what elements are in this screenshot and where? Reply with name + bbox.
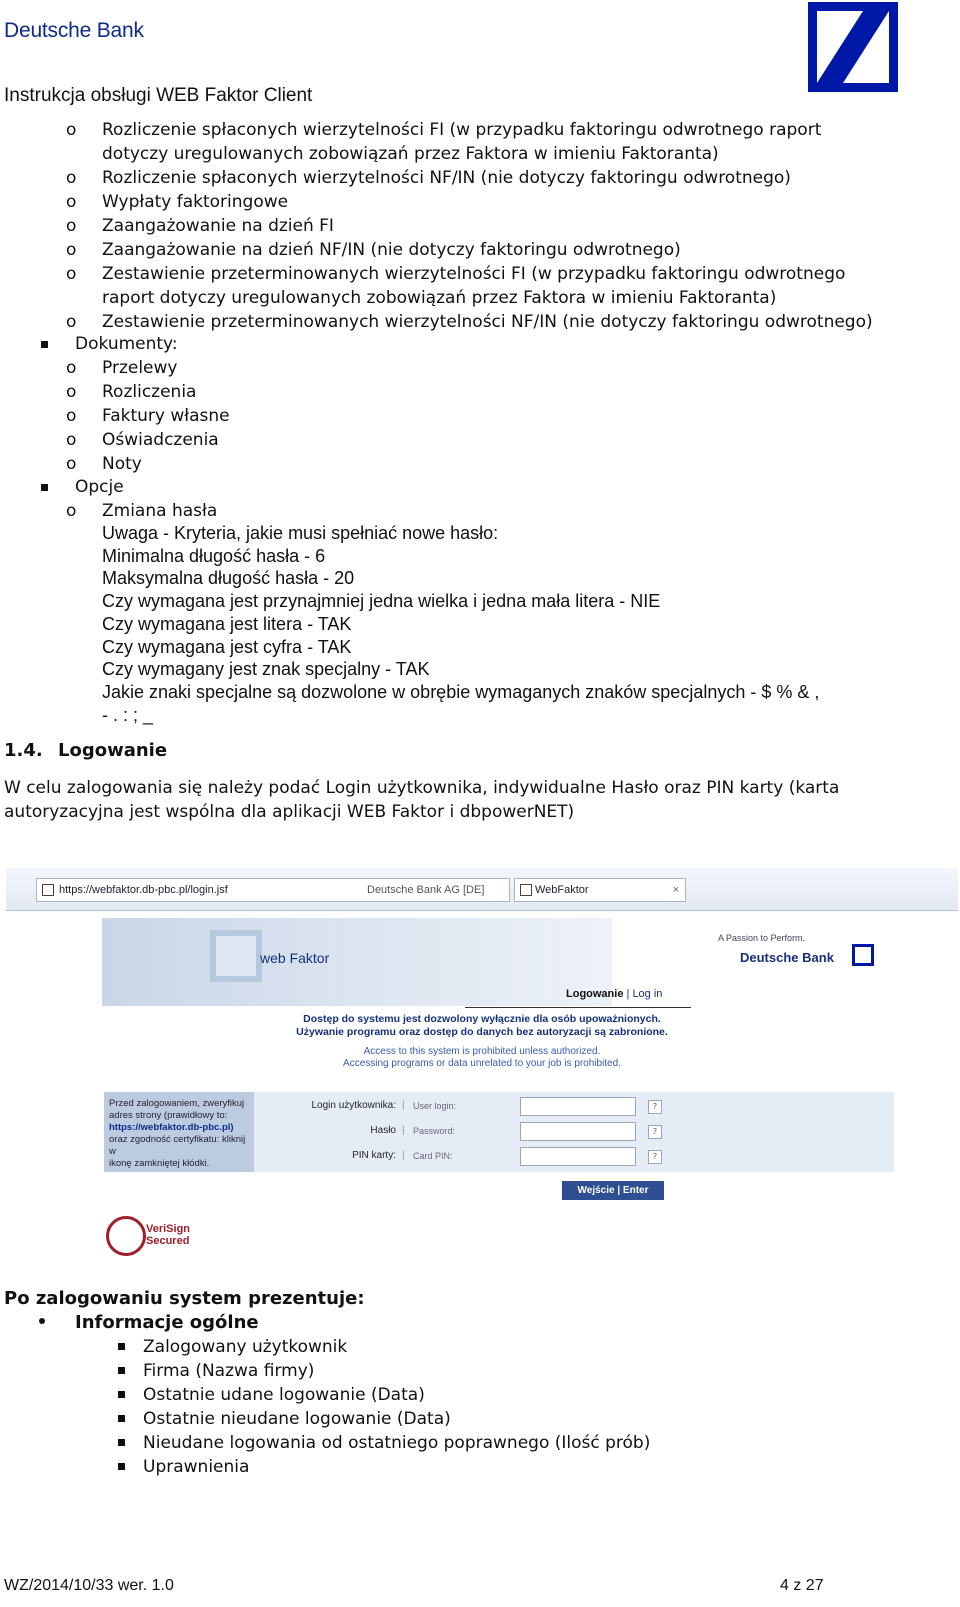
user-login-input[interactable] — [520, 1097, 636, 1116]
criteria-line: Maksymalna długość hasła - 20 — [102, 568, 355, 589]
square-bullet-icon — [118, 1415, 125, 1422]
criteria-line: - . : ; _ — [102, 704, 154, 725]
opcje-label: Opcje — [75, 477, 124, 497]
document-id: WZ/2014/10/33 wer. 1.0 — [4, 1577, 174, 1594]
verisign-line: VeriSign — [146, 1223, 191, 1235]
square-bullet-icon — [118, 1343, 125, 1350]
list-item-line: Rozliczenie spłaconych wierzytelności FI (w przypadku faktoringu odwrotnego raport — [102, 120, 822, 140]
divider — [465, 1007, 691, 1008]
o-bullet: o — [66, 406, 77, 426]
round-bullet-icon — [39, 1318, 45, 1324]
banner-gradient — [102, 918, 612, 1006]
square-bullet-icon — [118, 1367, 125, 1374]
criteria-line: Czy wymagany jest znak specjalny - TAK — [102, 659, 430, 680]
deutsche-bank-logo — [852, 944, 874, 966]
general-info-label: Informacje ogólne — [75, 1312, 259, 1333]
info-line: Przed zalogowaniem, zweryfikuj — [109, 1098, 245, 1109]
square-bullet-icon — [118, 1391, 125, 1398]
verisign-line: Secured — [146, 1235, 190, 1247]
address-bar — [36, 878, 510, 902]
o-bullet: o — [66, 501, 77, 521]
criteria-line: Czy wymagana jest litera - TAK — [102, 613, 352, 634]
list-item-line: Rozliczenie spłaconych wierzytelności NF/IN (nie dotyczy faktoringu odwrotnego) — [102, 168, 791, 188]
o-bullet: o — [66, 430, 77, 450]
field-separator: | — [402, 1100, 405, 1111]
help-icon[interactable]: ? — [648, 1150, 662, 1164]
criteria-line: Czy wymagana jest przynajmniej jedna wielka i jedna mała litera - NIE — [102, 591, 661, 612]
o-bullet: o — [66, 240, 77, 260]
password-label: Hasło — [370, 1125, 396, 1136]
pin-label: PIN karty: — [352, 1150, 396, 1161]
pin-hint: Card PIN: — [413, 1151, 453, 1161]
list-item: Uprawnienia — [143, 1457, 250, 1477]
user-login-label: Login użytkownika: — [311, 1100, 396, 1111]
web-faktor-logo — [210, 930, 262, 982]
link-log-in: Log in — [632, 988, 663, 1000]
o-bullet: o — [66, 192, 77, 212]
close-icon: × — [672, 884, 679, 896]
o-bullet: o — [66, 216, 77, 236]
criteria-line: Jakie znaki specjalne są dozwolone w obrębie wymaganych znaków specjalnych - $ % & , — [102, 681, 820, 702]
list-item: Przelewy — [102, 358, 178, 378]
certificate-label: Deutsche Bank AG [DE] — [367, 884, 485, 896]
warning-pl-2: Używanie programu oraz dostęp do danych bez autoryzacji są zabronione. — [296, 1026, 668, 1038]
document-title: Instrukcja obsługi WEB Faktor Client — [4, 85, 313, 106]
field-separator: | — [402, 1125, 405, 1136]
o-bullet: o — [66, 312, 77, 332]
list-item: Noty — [102, 454, 142, 474]
list-item-line: Zaangażowanie na dzień FI — [102, 216, 334, 236]
info-url: https://webfaktor.db-pbc.pl) — [109, 1122, 234, 1133]
list-item-line: Zestawienie przeterminowanych wierzytelności FI (w przypadku faktoringu odwrotnego — [102, 264, 846, 284]
list-item: Firma (Nazwa firmy) — [143, 1361, 315, 1381]
pin-input[interactable] — [520, 1147, 636, 1166]
square-bullet-icon — [41, 484, 48, 491]
warning-en-1: Access to this system is prohibited unless authorized. — [363, 1046, 601, 1057]
slogan: A Passion to Perform. — [718, 933, 806, 943]
password-input[interactable] — [520, 1122, 636, 1141]
section-title: Logowanie — [58, 740, 168, 761]
info-line: adres strony (prawidłowy to: — [109, 1110, 228, 1121]
verisign-seal — [106, 1211, 206, 1261]
list-item: Nieudane logowania od ostatniego poprawnego (Ilość prób) — [143, 1433, 651, 1453]
link-separator: | — [626, 988, 630, 1000]
app-name: web Faktor — [260, 950, 330, 966]
warning-pl-1: Dostęp do systemu jest dozwolony wyłącznie dla osób upoważnionych. — [303, 1013, 661, 1025]
password-hint: Password: — [413, 1126, 456, 1136]
address-url: https://webfaktor.db-pbc.pl/login.jsf — [59, 884, 228, 896]
list-item: Rozliczenia — [102, 382, 197, 402]
list-item-line: Zaangażowanie na dzień NF/IN (nie dotyczy faktoringu odwrotnego) — [102, 240, 681, 260]
info-line: ikonę zamkniętej kłódki. — [109, 1158, 210, 1169]
login-panel — [104, 1092, 894, 1172]
page-icon — [520, 884, 532, 896]
app-banner — [102, 918, 897, 1006]
page-number: 4 z 27 — [780, 1577, 824, 1594]
deutsche-bank-logo — [808, 2, 898, 92]
list-item: Faktury własne — [102, 406, 230, 426]
login-paragraph-line2: autoryzacyjna jest wspólna dla aplikacji WEB Faktor i dbpowerNET) — [4, 802, 575, 822]
dokumenty-label: Dokumenty: — [75, 334, 178, 354]
square-bullet-icon — [118, 1439, 125, 1446]
o-bullet: o — [66, 382, 77, 402]
o-bullet: o — [66, 358, 77, 378]
help-icon[interactable]: ? — [648, 1100, 662, 1114]
enter-button[interactable]: Wejście | Enter — [562, 1181, 664, 1200]
info-line: oraz zgodność certyfikatu: kliknij w — [109, 1134, 246, 1157]
criteria-line: Minimalna długość hasła - 6 — [102, 545, 326, 566]
security-info — [104, 1092, 254, 1172]
verisign-label — [146, 1223, 190, 1247]
login-paragraph-line1: W celu zalogowania się należy podać Login użytkownika, indywidualne Hasło oraz PIN karty (karta — [4, 778, 840, 798]
browser-tab — [514, 878, 686, 902]
list-item-line: raport dotyczy uregulowanych zobowiązań przez Faktora w imieniu Faktoranta) — [102, 288, 777, 308]
list-item: Oświadczenia — [102, 430, 219, 450]
language-links — [566, 988, 662, 1000]
bank-name: Deutsche Bank — [740, 950, 834, 965]
login-screenshot — [6, 868, 958, 1268]
square-bullet-icon — [118, 1463, 125, 1470]
checkmark-icon — [106, 1216, 146, 1256]
tab-title: WebFaktor — [535, 884, 589, 896]
page-icon — [42, 884, 54, 896]
after-login-heading: Po zalogowaniu system prezentuje: — [4, 1288, 365, 1309]
user-login-hint: User login: — [413, 1101, 457, 1111]
field-separator: | — [402, 1150, 405, 1161]
change-password-item: Zmiana hasła — [102, 501, 218, 521]
o-bullet: o — [66, 454, 77, 474]
list-item: Ostatnie udane logowanie (Data) — [143, 1385, 425, 1405]
criteria-line: Uwaga - Kryteria, jakie musi spełniać nowe hasło: — [102, 523, 499, 543]
link-logowanie: Logowanie — [566, 988, 624, 1000]
list-item: Ostatnie nieudane logowanie (Data) — [143, 1409, 451, 1429]
square-bullet-icon — [41, 341, 48, 348]
list-item-line: Wypłaty faktoringowe — [102, 192, 289, 212]
browser-toolbar — [6, 868, 958, 911]
help-icon[interactable]: ? — [648, 1125, 662, 1139]
list-item-line: Zestawienie przeterminowanych wierzytelności NF/IN (nie dotyczy faktoringu odwrotnego) — [102, 312, 873, 332]
brand-name: Deutsche Bank — [4, 19, 144, 42]
criteria-line: Czy wymagana jest cyfra - TAK — [102, 636, 352, 657]
o-bullet: o — [66, 168, 77, 188]
list-item-line: dotyczy uregulowanych zobowiązań przez Faktora w imieniu Faktoranta) — [102, 144, 719, 164]
warning-en-2: Accessing programs or data unrelated to your job is prohibited. — [343, 1058, 621, 1069]
o-bullet: o — [66, 120, 77, 140]
list-item: Zalogowany użytkownik — [143, 1337, 348, 1357]
o-bullet: o — [66, 264, 77, 284]
section-number: 1.4. — [4, 740, 43, 761]
